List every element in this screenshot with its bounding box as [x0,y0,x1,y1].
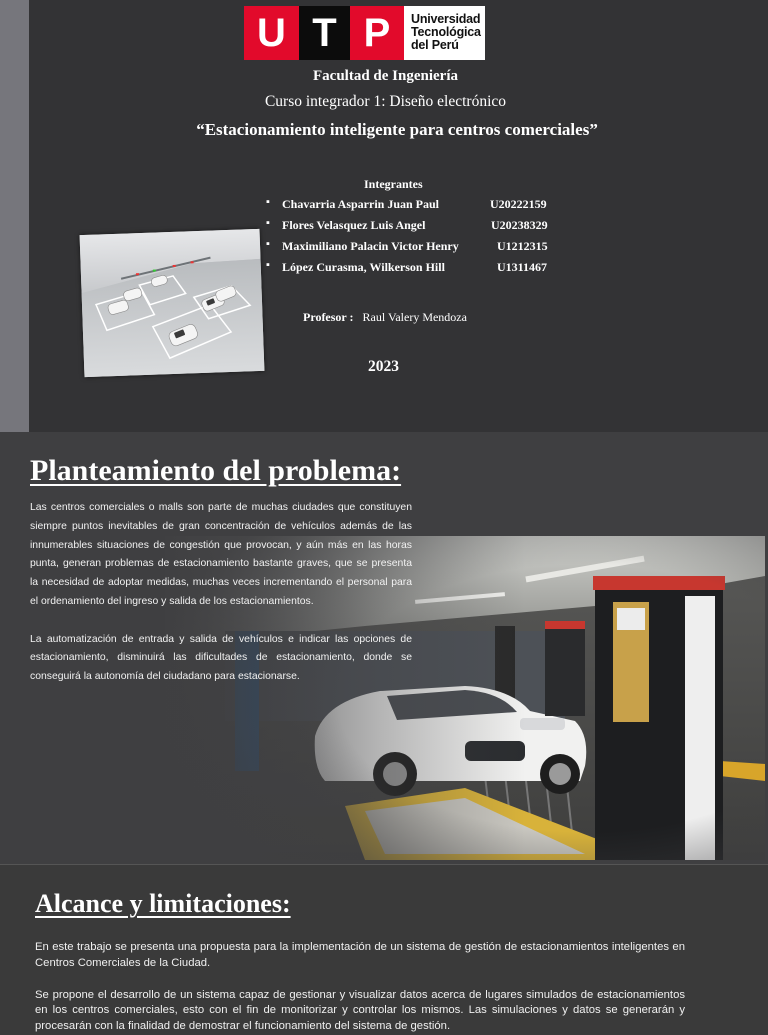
member-code: U20222159 [490,197,547,211]
year: 2023 [368,358,399,375]
course-name: Curso integrador 1: Diseño electrónico [264,93,507,110]
project-title: “Estacionamiento inteligente para centros comerciales” [196,120,598,139]
cover-slide [0,0,768,432]
members-heading: Integrantes [364,177,423,191]
logo-letter-t: T [299,6,350,60]
logo-text-line: Tecnológica [411,25,481,39]
professor-name: Raul Valery Mendoza [362,310,467,324]
member-code: U1212315 [497,239,548,253]
professor-label: Profesor : [303,310,354,324]
faculty-name: Facultad de Ingeniería [313,68,458,84]
bullet-icon: ▪ [266,196,270,208]
professor-line [303,310,467,325]
scope-paragraph: En este trabajo se presenta una propuesta para la implementación de un sistema de gestión de estacionamientos inteligentes en Centros Comerciales de la Ciudad. [35,941,685,969]
utp-logo [244,6,485,60]
logo-text-line: Universidad [411,12,481,26]
problem-paragraph: La automatización de entrada y salida de vehículos e indicar las opciones de estacionamiento, disminuirá las dificultades de estacionamiento, donde se conseguirá la autonomía del ciudadano para estacionarse. [30,633,412,683]
logo-letter-p: P [350,6,404,60]
scope-slide [0,864,768,1033]
member-name: Maximiliano Palacin Victor Henry [282,239,459,253]
member-name: Chavarria Asparrin Juan Paul [282,197,440,211]
bullet-icon: ▪ [266,259,270,271]
logo-wordmark [404,6,485,60]
scope-title: Alcance y limitaciones: [35,889,291,918]
side-accent-bar [0,0,29,432]
member-code: U20238329 [491,218,548,232]
logo-letter-u: U [244,6,299,60]
scope-body [35,940,685,1035]
member-name: Flores Velasquez Luis Angel [282,218,426,232]
bullet-icon: ▪ [266,217,270,229]
scope-paragraph: Se propone el desarrollo de un sistema capaz de gestionar y visualizar datos acerca de lugares simulados de estacionamientos en los centros comerciales, esto con el fin de monitorizar y controlar los mismos. Las simulaciones y datos se generarán y procesarán con la finalidad de demostrar el funcionamiento del sistema de gestión. [35,988,685,1033]
problem-slide [0,432,768,864]
problem-body [30,499,412,687]
logo-text-line: del Perú [411,38,459,52]
problem-paragraph: Las centros comerciales o malls son parte de muchas ciudades que constituyen siempre puntos inevitables de gran concentración de vehículos además de las innumerables situaciones de congestión que provocan, y aún más en las horas punta, generan problemas de estacionamiento bastante graves, que se presenta la necesidad de adoptar medidas, muchas veces incrementando el personal para el ordenamiento del ingreso y salida de los estacionamientos. [30,502,412,607]
member-name: López Curasma, Wilkerson Hill [282,260,445,274]
member-code: U1311467 [497,260,548,274]
problem-title: Planteamiento del problema: [30,454,402,487]
bullet-icon: ▪ [266,238,270,250]
parking-illustration [80,229,265,377]
